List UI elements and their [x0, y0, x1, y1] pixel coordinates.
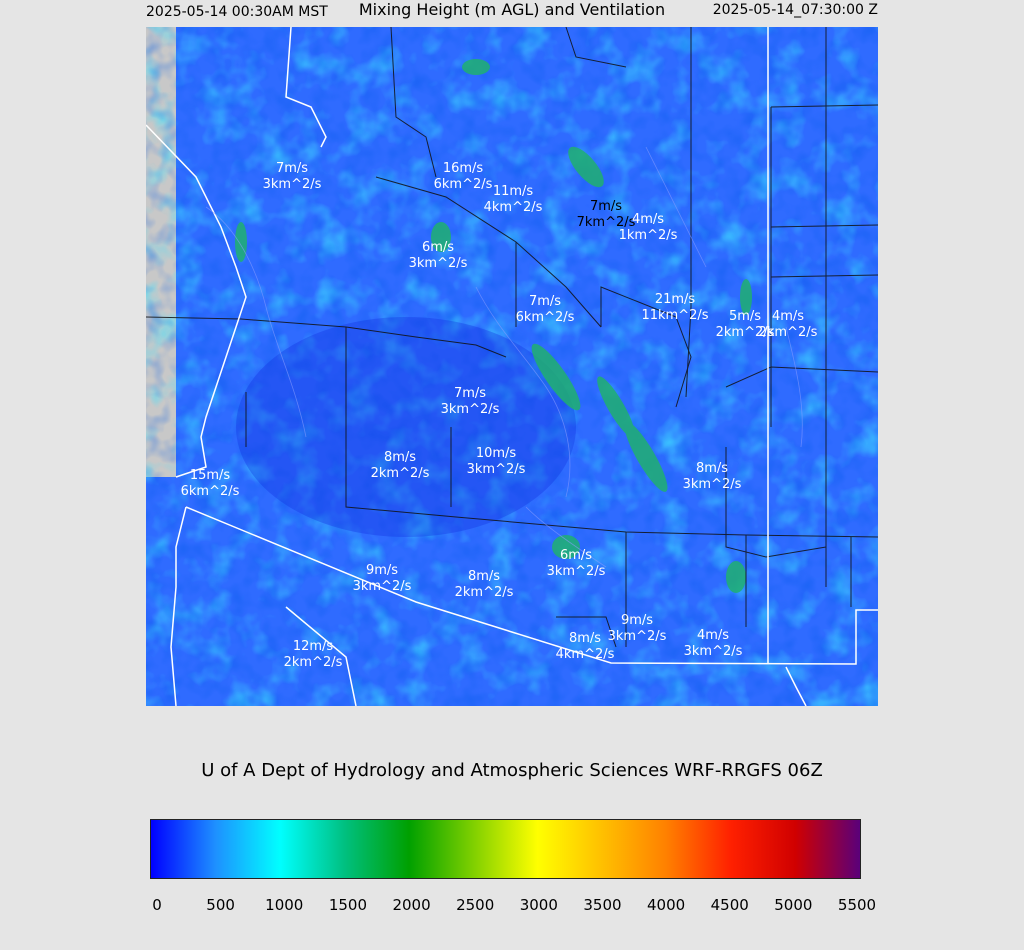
ventilation-label: 3km^2/s: [682, 477, 742, 492]
valid-time-local: 2025-05-14 00:30AM MST: [146, 4, 328, 20]
ventilation-label: 3km^2/s: [546, 564, 606, 579]
ventilation-label: 3km^2/s: [440, 402, 500, 417]
colorbar-tick-label: 2500: [456, 896, 495, 914]
model-credit: U of A Dept of Hydrology and Atmospheric Sciences WRF-RRGFS 06Z: [201, 760, 823, 781]
wind-speed-label: 10m/s: [475, 446, 517, 461]
ventilation-label: 2km^2/s: [370, 466, 430, 481]
wind-speed-label: 9m/s: [365, 563, 399, 578]
ventilation-label: 2km^2/s: [715, 325, 775, 340]
wind-speed-label: 7m/s: [528, 294, 562, 309]
ventilation-label: 3km^2/s: [408, 256, 468, 271]
colorbar-tick-label: 3500: [583, 896, 622, 914]
colorbar-tick-label: 4000: [646, 896, 686, 914]
wind-speed-label: 12m/s: [292, 639, 334, 654]
wind-speed-label: 8m/s: [568, 631, 602, 646]
ventilation-label: 7km^2/s: [576, 215, 636, 230]
wind-speed-label: 7m/s: [589, 199, 623, 214]
colorbar-tick-label: 3000: [519, 896, 558, 914]
wind-speed-label: 21m/s: [654, 292, 696, 307]
valid-time-utc: 2025-05-14_07:30:00 Z: [712, 2, 878, 18]
ventilation-label: 3km^2/s: [466, 462, 526, 477]
colorbar-tick-label: 5500: [837, 896, 877, 914]
wind-speed-label: 4m/s: [771, 309, 805, 324]
wind-speed-label: 6m/s: [559, 548, 593, 563]
ventilation-label: 2km^2/s: [283, 655, 343, 670]
wind-speed-label: 4m/s: [631, 212, 665, 227]
ventilation-label: 3km^2/s: [352, 579, 412, 594]
ventilation-label: 2km^2/s: [454, 585, 514, 600]
ventilation-label: 4km^2/s: [483, 200, 543, 215]
ventilation-label: 6km^2/s: [180, 484, 240, 499]
wind-speed-label: 11m/s: [492, 184, 534, 199]
colorbar-tick-label: 4500: [710, 896, 749, 914]
colorbar-tick-label: 0: [152, 896, 162, 914]
map-title: Mixing Height (m AGL) and Ventilation: [358, 0, 666, 19]
wind-speed-label: 15m/s: [189, 468, 231, 483]
wind-speed-label: 6m/s: [421, 240, 455, 255]
colorbar-tick-label: 5000: [774, 896, 813, 914]
mixing-height-map: [146, 27, 878, 706]
ventilation-label: 6km^2/s: [515, 310, 575, 325]
ventilation-label: 1km^2/s: [618, 228, 678, 243]
wind-speed-label: 8m/s: [695, 461, 729, 476]
colorbar-tick-label: 1500: [328, 896, 367, 914]
mixing-height-colorbar: [150, 819, 861, 879]
wind-speed-label: 9m/s: [620, 613, 654, 628]
colorbar-ticks: [0, 896, 1024, 918]
ventilation-label: 3km^2/s: [607, 629, 667, 644]
ventilation-label: 3km^2/s: [262, 177, 322, 192]
wind-speed-label: 5m/s: [728, 309, 762, 324]
wind-speed-label: 8m/s: [383, 450, 417, 465]
ventilation-label: 4km^2/s: [555, 647, 615, 662]
ventilation-label: 3km^2/s: [683, 644, 743, 659]
ventilation-label: 2km^2/s: [758, 325, 818, 340]
colorbar-tick-label: 1000: [265, 896, 304, 914]
colorbar-tick-label: 2000: [392, 896, 431, 914]
wind-speed-label: 8m/s: [467, 569, 501, 584]
ventilation-label: 11km^2/s: [641, 308, 709, 323]
wind-speed-label: 4m/s: [696, 628, 730, 643]
wind-speed-label: 7m/s: [453, 386, 487, 401]
wind-speed-label: 7m/s: [275, 161, 309, 176]
colorbar-tick-label: 500: [206, 896, 235, 914]
ventilation-label: 6km^2/s: [433, 177, 493, 192]
wind-speed-label: 16m/s: [442, 161, 484, 176]
